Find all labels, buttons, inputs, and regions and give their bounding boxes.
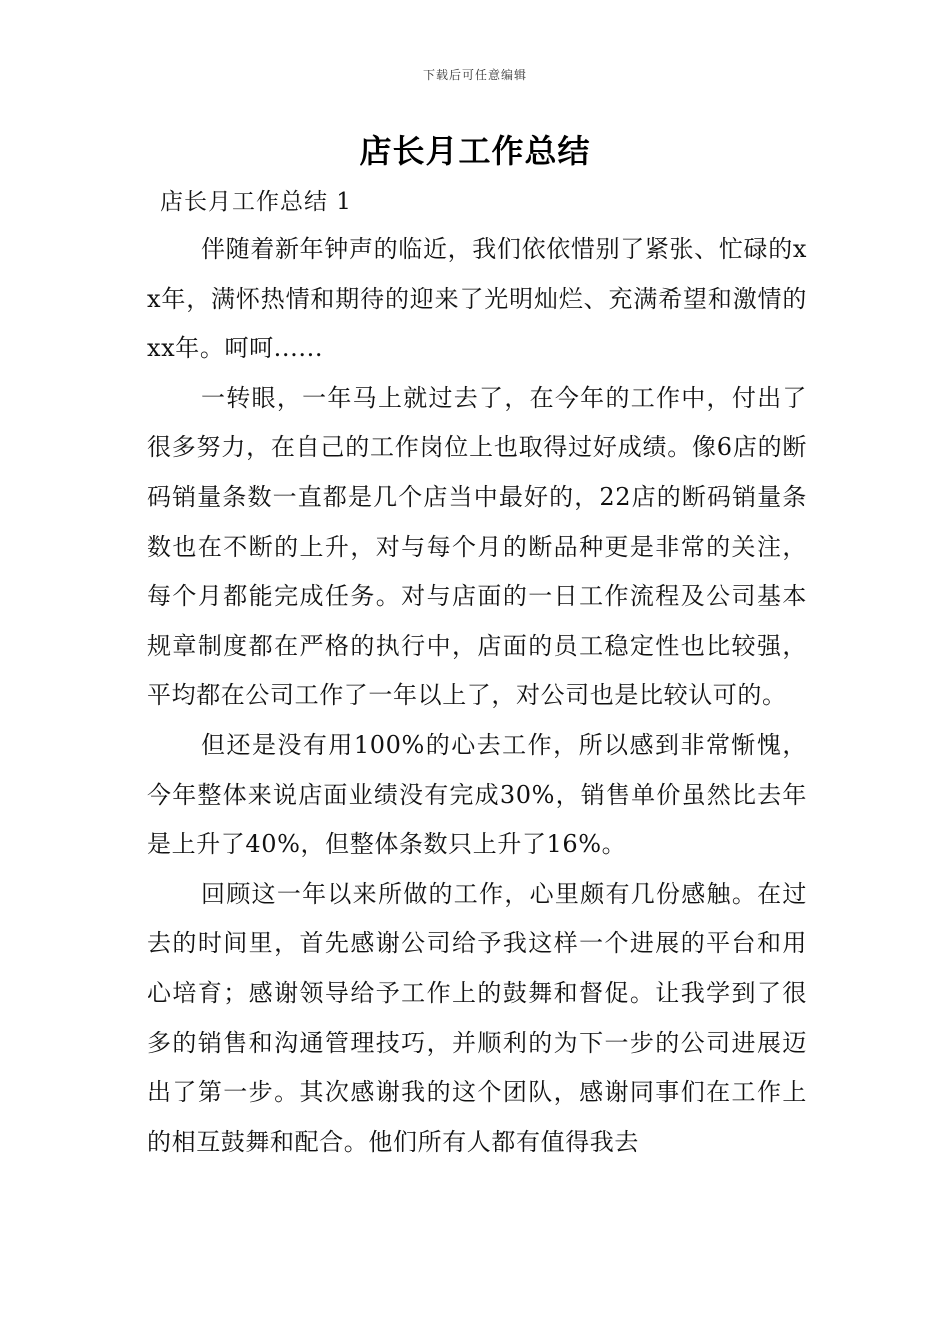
paragraph: 但还是没有用100%的心去工作，所以感到非常惭愧，今年整体来说店面业绩没有完成30%，销售单价虽然比去年是上升了40%，但整体条数只上升了16%。 — [147, 730, 807, 859]
document-body — [147, 225, 807, 1167]
header-note: 下载后可任意编辑 — [422, 68, 527, 82]
document-title: 店长月工作总结 — [359, 132, 591, 170]
paragraph: 伴随着新年钟声的临近，我们依依惜别了紧张、忙碌的xx年，满怀热情和期待的迎来了光明灿烂、充满希望和激情的xx年。呵呵...... — [147, 235, 807, 363]
paragraph: 一转眼，一年马上就过去了，在今年的工作中，付出了很多努力，在自己的工作岗位上也取得过好成绩。像6店的断码销量条数一直都是几个店当中最好的，22店的断码销量条数也在不断的上升，对与每个月的断品种更是非常的关注，每个月都能完成任务。对与店面的一日工作流程及公司基本规章制度都在严格的执行中，店面的员工稳定性也比较强，平均都在公司工作了一年以上了，对公司也是比较认可的。 — [147, 383, 807, 710]
section-heading: 店长月工作总结 1 — [160, 189, 352, 215]
paragraph: 回顾这一年以来所做的工作，心里颇有几份感触。在过去的时间里，首先感谢公司给予我这样一个进展的平台和用心培育；感谢领导给予工作上的鼓舞和督促。让我学到了很多的销售和沟通管理技巧，并顺利的为下一步的公司进展迈出了第一步。其次感谢我的这个团队，感谢同事们在工作上的相互鼓舞和配合。他们所有人都有值得我去 — [147, 879, 807, 1156]
